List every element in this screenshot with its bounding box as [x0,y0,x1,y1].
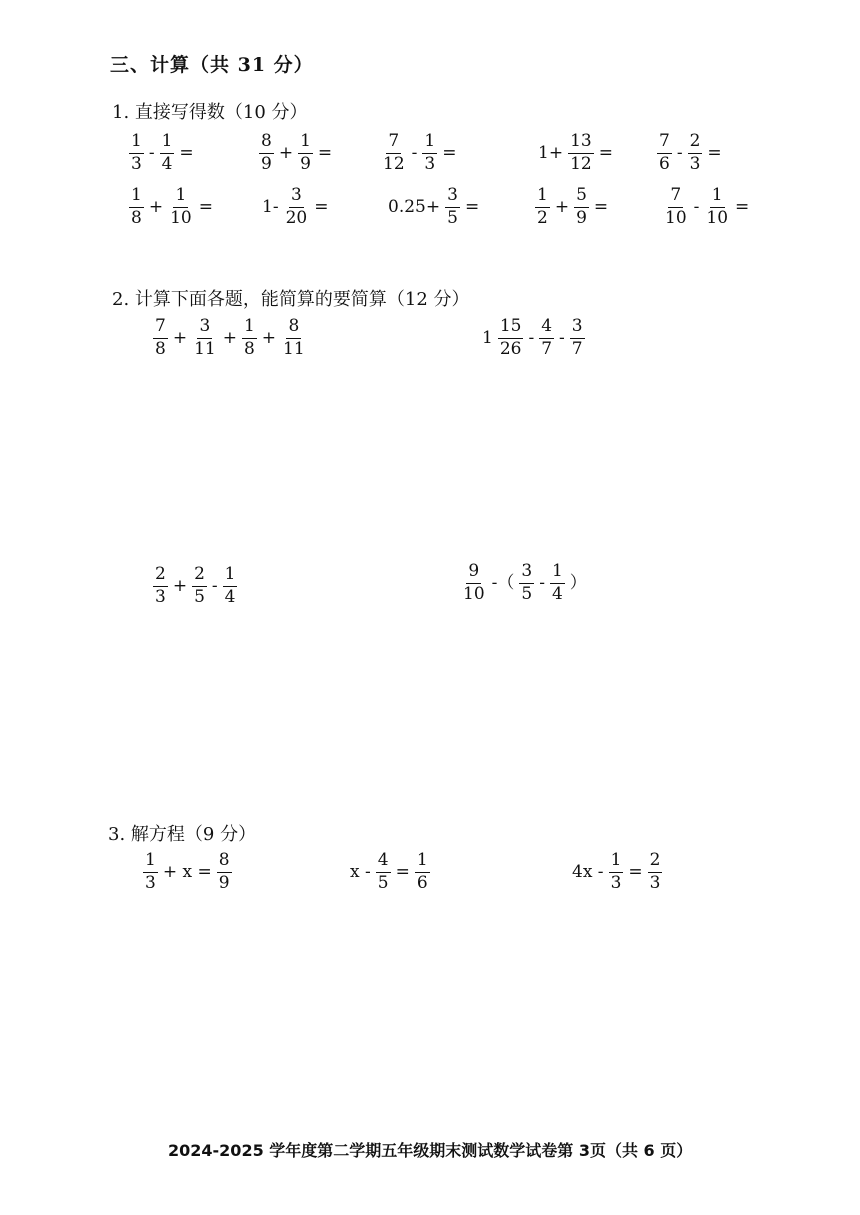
denominator: 9 [261,153,272,174]
fraction [217,851,232,893]
fraction [568,132,594,174]
denominator: 6 [416,872,428,893]
fraction [376,851,391,893]
denominator: 4 [161,153,173,174]
denominator: 9 [218,872,230,893]
denominator: 5 [447,207,458,228]
denominator: 5 [377,872,389,893]
numerator: 4 [376,851,391,873]
numerator: 7 [386,132,401,154]
fraction [129,132,144,174]
operator: + [278,142,294,163]
denominator: 8 [131,207,142,228]
denominator: 3 [145,872,156,893]
numerator: 2 [688,132,703,154]
numerator: 4 [539,317,554,339]
numerator: 3 [197,317,212,339]
denominator: 10 [665,207,687,228]
denominator: 11 [283,338,305,359]
fraction [284,186,310,228]
page-footer: 2024-2025 学年度第二学期五年级期末测试数学试卷第 3页（共 6 页） [168,1141,693,1160]
fraction [461,562,487,604]
denominator: 10 [170,207,192,228]
operator: + [222,327,237,348]
fraction [415,851,430,893]
fraction [160,132,175,174]
fraction [663,186,689,228]
operator: + [554,196,570,217]
q3-item-1 [142,851,233,893]
q1-item-1 [128,132,198,174]
q1-item-9 [534,186,612,228]
denominator: 8 [155,338,166,359]
numerator: 1 [422,132,437,154]
numerator: 3 [445,186,460,208]
operator: = [735,196,750,217]
denominator: 4 [551,583,563,604]
operator: x - [350,861,371,882]
numerator: 1 [129,132,144,154]
operator: - [211,575,218,596]
numerator: 1 [415,851,430,873]
denominator: 9 [576,207,587,228]
numerator: 1 [129,186,144,208]
fraction [574,186,589,228]
operator: - [528,327,535,348]
numerator: 1 [143,851,158,873]
numerator: 13 [568,132,594,154]
operator: - [411,142,418,163]
operator: 0.25+ [388,196,441,217]
q2-item-1 [152,317,308,359]
fraction [381,132,407,174]
denominator: 10 [463,583,485,604]
operator: 1+ [538,142,564,163]
fraction [259,132,274,174]
operator: = [198,196,213,217]
fraction [223,565,238,607]
fraction [422,132,437,174]
denominator: 8 [243,338,255,359]
fraction [704,186,730,228]
denominator: 26 [499,338,522,359]
operator: - [148,142,155,163]
fraction [129,186,144,228]
denominator: 7 [571,338,583,359]
q2-title: 2. 计算下面各题，能简算的要简算（12 分） [112,289,470,310]
operator: = [464,196,480,217]
denominator: 5 [194,586,205,607]
q1-item-3 [380,132,460,174]
fraction [143,851,158,893]
operator: + [172,327,188,348]
numerator: 1 [710,186,725,208]
numerator: 7 [153,317,168,339]
fraction [498,317,524,359]
fraction [298,132,313,174]
operator: = [317,142,333,163]
fraction [609,851,624,893]
numerator: 1 [550,562,565,584]
numerator: 15 [498,317,524,339]
fraction [445,186,460,228]
numerator: 2 [153,565,168,587]
operator: 1 [482,327,493,348]
denominator: 20 [285,207,308,228]
operator: - [693,196,700,217]
fraction [168,186,194,228]
numerator: 1 [242,317,257,339]
fraction [192,317,218,359]
numerator: 3 [519,562,534,584]
numerator: 7 [657,132,672,154]
denominator: 12 [570,153,592,174]
operator: = [628,861,643,882]
operator: + [172,575,188,596]
numerator: 2 [648,851,663,873]
denominator: 4 [224,586,236,607]
denominator: 3 [424,153,436,174]
numerator: 5 [574,186,589,208]
denominator: 6 [659,153,670,174]
fraction [242,317,257,359]
numerator: 1 [223,565,238,587]
operator: 4x - [572,861,604,882]
q3-title: 3. 解方程（9 分） [108,824,257,845]
fraction [688,132,703,174]
numerator: 3 [570,317,585,339]
numerator: 8 [286,317,301,339]
numerator: 2 [192,565,207,587]
q2-item-4 [460,562,591,604]
fraction [648,851,663,893]
fraction [657,132,672,174]
operator: = [179,142,194,163]
numerator: 3 [289,186,304,208]
denominator: 3 [131,153,142,174]
operator: = [593,196,609,217]
operator: - [559,327,565,348]
denominator: 10 [706,207,729,228]
q1-item-8 [384,186,483,228]
numerator: 1 [535,186,550,208]
fraction [192,565,207,607]
operator: + [261,327,277,348]
operator: = [314,196,329,217]
operator: 1- [262,196,279,217]
q1-item-6 [128,186,217,228]
numerator: 8 [259,132,274,154]
denominator: 11 [194,338,216,359]
q1-title: 1. 直接写得数（10 分） [112,102,308,123]
denominator: 2 [537,207,548,228]
q1-item-2 [258,132,336,174]
operator: = [442,142,457,163]
q1-item-7 [258,186,332,228]
fraction [519,562,534,604]
q1-item-5 [656,132,726,174]
operator: = [598,142,613,163]
numerator: 1 [173,186,188,208]
fraction [550,562,565,604]
numerator: 1 [298,132,313,154]
section-title: 三、计算（共 31 分） [110,54,314,76]
numerator: 1 [609,851,624,873]
numerator: 7 [668,186,683,208]
operator: - [539,572,545,593]
denominator: 12 [383,153,405,174]
numerator: 8 [217,851,232,873]
fraction [570,317,585,359]
operator: -（ [491,572,515,593]
denominator: 3 [155,586,166,607]
fraction [539,317,554,359]
operator: ） [569,572,587,593]
q2-item-3 [152,565,238,607]
operator: = [395,861,410,882]
denominator: 3 [610,872,622,893]
q1-item-4 [534,132,617,174]
numerator: 1 [160,132,175,154]
q3-item-2 [346,851,431,893]
operator: + [148,196,164,217]
operator: + x = [162,861,212,882]
q3-item-3 [568,851,663,893]
q1-item-10 [662,186,753,228]
operator: = [707,142,722,163]
fraction [281,317,307,359]
fraction [153,565,168,607]
numerator: 9 [466,562,481,584]
denominator: 5 [521,583,533,604]
denominator: 3 [649,872,661,893]
q2-item-2 [478,317,586,359]
operator: - [676,142,683,163]
fraction [535,186,550,228]
fraction [153,317,168,359]
denominator: 9 [300,153,311,174]
denominator: 7 [541,338,553,359]
denominator: 3 [689,153,701,174]
